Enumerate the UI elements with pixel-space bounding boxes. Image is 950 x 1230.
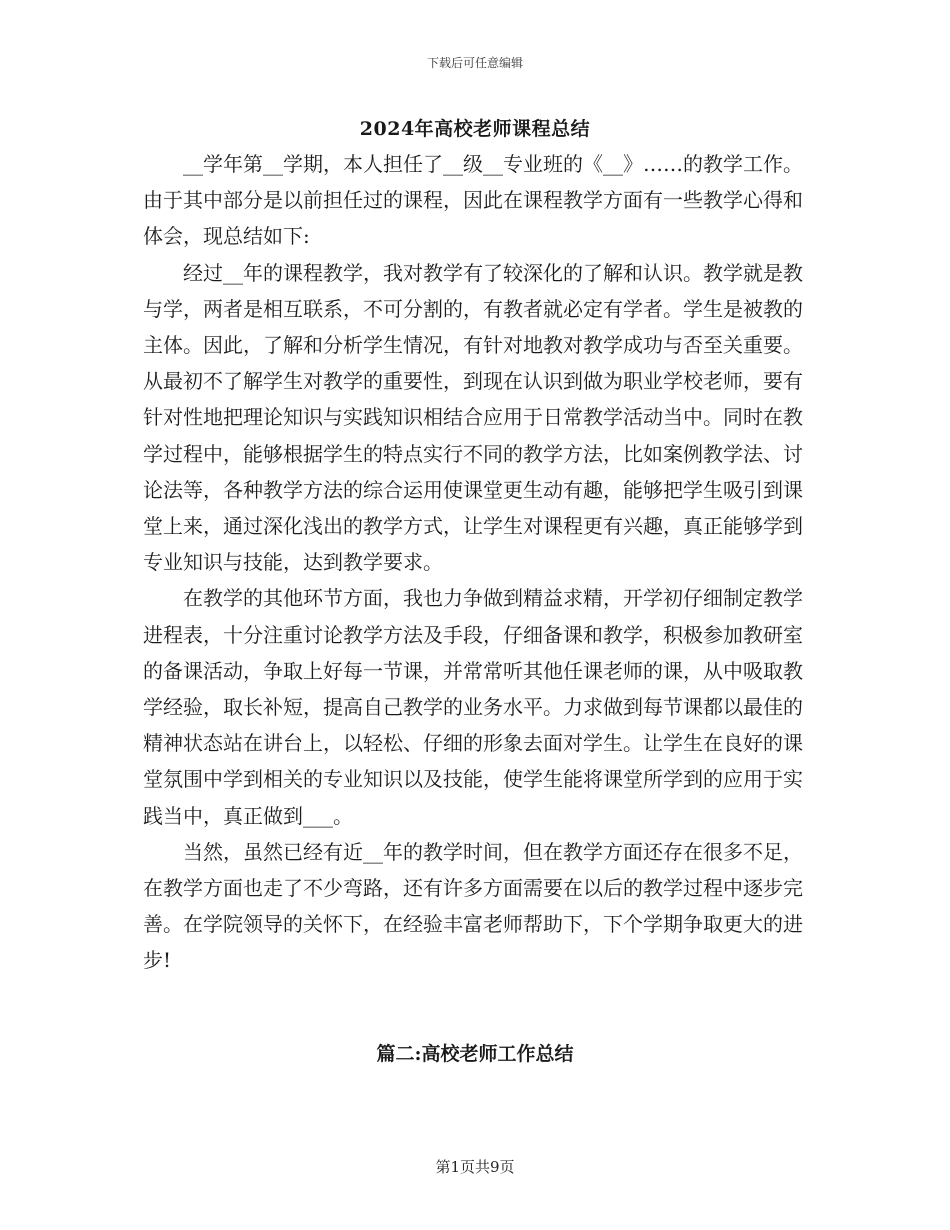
document-body bbox=[143, 146, 803, 979]
document-title: 2024年高校老师课程总结 bbox=[359, 118, 591, 140]
paragraph: 在教学的其他环节方面，我也力争做到精益求精，开学初仔细制定教学进程表，十分注重讨论教学方法及手段，仔细备课和教学，积极参加教研室的备课活动，争取上好每一节课，并常常听其他任课老师的课，从中吸取教学经验，取长补短，提高自己教学的业务水平。力求做到每节课都以最佳的精神状态站在讲台上，以轻松、仔细的形象去面对学生。让学生在良好的课堂氛围中学到相关的专业知识以及技能，使学生能将课堂所学到的应用于实践当中，真正做到___。 bbox=[143, 586, 803, 828]
paragraph: __学年第__学期，本人担任了__级__专业班的《__》……的教学工作。由于其中部分是以前担任过的课程，因此在课程教学方面有一些教学心得和体会，现总结如下: bbox=[143, 152, 803, 249]
paragraph: 当然，虽然已经有近__年的教学时间，但在教学方面还存在很多不足，在教学方面也走了不少弯路，还有许多方面需要在以后的教学过程中逐步完善。在学院领导的关怀下，在经验丰富老师帮助下，下个学期争取更大的进步! bbox=[143, 839, 803, 973]
page-header-note: 下载后可任意编辑 bbox=[426, 56, 523, 70]
page-number: 第1页共9页 bbox=[435, 1158, 515, 1176]
paragraph: 经过__年的课程教学，我对教学有了较深化的了解和认识。教学就是教与学，两者是相互联系，不可分割的，有教者就必定有学者。学生是被教的主体。因此，了解和分析学生情况，有针对地教对教学成功与否至关重要。从最初不了解学生对教学的重要性，到现在认识到做为职业学校老师，要有针对性地把理论知识与实践知识相结合应用于日常教学活动当中。同时在教学过程中，能够根据学生的特点实行不同的教学方法，比如案例教学法、讨论法等，各种教学方法的综合运用使课堂更生动有趣，能够把学生吸引到课堂上来，通过深化浅出的教学方式，让学生对课程更有兴趣，真正能够学到专业知识与技能，达到教学要求。 bbox=[143, 260, 803, 575]
section-title: 篇二:高校老师工作总结 bbox=[376, 1043, 574, 1065]
